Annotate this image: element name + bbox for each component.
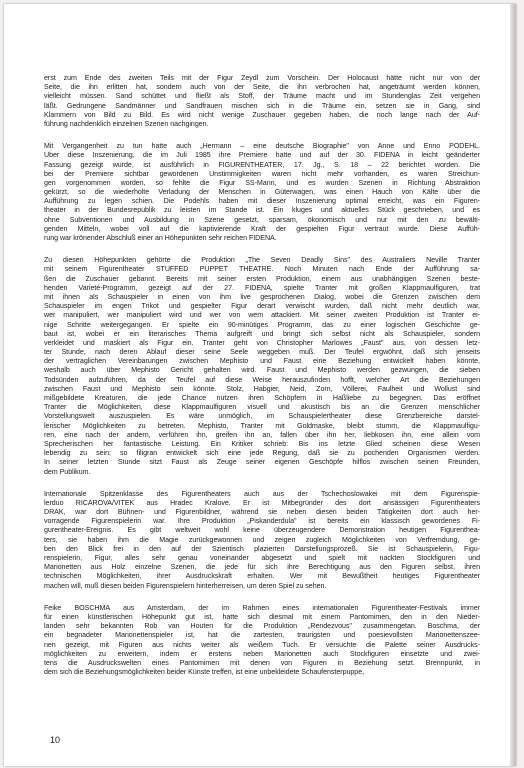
- article-body: [44, 74, 480, 690]
- text-line: läßt. Gedrungene Sandmänner und Sandfrauen mischen sich in die Träume ein, setzen sie in Gang, sind: [44, 101, 480, 110]
- page-edge-shadow: [510, 4, 516, 766]
- text-line: rung war krönender Abschluß einer an Höhepunkten sehr reichen FIDENA.: [44, 234, 277, 242]
- text-line: henden Varieté-Programm, gezeigt auf der 27. FIDENA, spielte Tranter mit großen Klappmaulfiguren, trat: [44, 283, 480, 292]
- text-line: Schauspieler im engen Trikot und gespielter Figur derart verwischt wurden, daß nicht mehr deutlich war,: [44, 302, 480, 311]
- text-line: gen vorgenommen worden, so fehlte die Figur SS-Mann, und es wurden Szenen in Richtung Abstraktion: [44, 178, 480, 187]
- text-line: tens die Ausdruckswelten eines Pantomimen mit denen von Figuren in Beziehung setzt. Brennpunkt, in: [44, 658, 480, 667]
- text-line: mit ihnen als Schauspieler in einen von ihm live gesprochenen Dialog, wobei die Grenzen zwischen dem: [44, 292, 480, 301]
- text-line: machen will, muß diesen beiden Figurenspielern hinterherreisen, um deren Spiel zu sehen.: [44, 581, 327, 590]
- text-line: dem sich die Beziehungsmöglichkeiten beider Künste treffen, ist eine unbekleidete Schaufensterpuppe,: [44, 668, 365, 677]
- text-line: ben den Blick frei in den auf der Szientisch plazierten Darstellungsprozeß. Sie ist Schauspielerin, Figu-: [44, 544, 480, 553]
- text-line: nen gezeigt, mit Figuren aus nichts weiter als weißem Tuch. Er versuchte die Palette seiner Ausdrucks-: [44, 640, 480, 649]
- text-line: vorragende Figurenspielerin war. Ihre Produktion „Piskanderdula" ist bereits ein klassisch gewordenes Fi-: [44, 517, 480, 526]
- text-line: ren, eine nach der andern, verführen ihn, greifen ihn an, fallen über ihn her, liebkosen ihn, eine allein vom: [44, 430, 480, 439]
- text-line: gekürzt, so die wiederholte Verladung der Menschen in Güterwagen, was einen Hauch von Kälte über die: [44, 188, 480, 197]
- text-line: Aufführung zu legen schien. Die Podehls haben mit dieser Inszenierung optimal erreicht, was ein Figuren-: [44, 197, 480, 206]
- text-line: DRAK, war dort Bühnen- und Figurenbildner, während sie neben diesen beiden Tätigkeiten dort auch her-: [44, 508, 480, 517]
- text-line: möglichkeiten zu erweitern, indem er erstens neben Marionetten auch Stockfiguren einsetzte und zwei-: [44, 649, 480, 658]
- text-line: Fassung gezeigt wurde, ist ausführlich in FIGURENTHEATER, 17. Jg., S. 18 – 22 berichtet worden. Die: [44, 160, 480, 169]
- text-line: für einen künstlerischen Höhepunkt gut ist, hatte sich diesmal mit einem Pantomimen, den in den Nieder-: [44, 612, 480, 621]
- paragraph: [44, 490, 480, 591]
- text-line: ein begnadeter Marionettenspieler ist, hat die zartesten, traurigsten und poesievollsten Marionettenszee-: [44, 631, 480, 640]
- book-page: [4, 4, 516, 766]
- page-number: 10: [50, 735, 61, 745]
- text-line: weshalb auch über Mephisto Gericht gehalten wird. Faust und Mephisto werden gezwungen, die sieben: [44, 366, 480, 375]
- text-line: mißgebildete Kreaturen, die jede Chance nutzen ihren Schöpfern in Haßliebe zu begegnen. Das eröffnet: [44, 394, 480, 402]
- text-line: In seiner letzten Stunde sitzt Faust als Zeuge seiner eigenen Geschöpfe hilflos zwischen seinen Freunden,: [44, 458, 480, 467]
- text-line: theater in der Bundesrepublik zu leisten im Stande ist. Ein kluges und aktuelles Stück geschrieben, und es: [44, 206, 480, 215]
- text-line: Marionetten aus Holz einzelne Szenen, die jede für sich ihre Berechtigung aus den Figuren selbst, ihren: [44, 563, 480, 572]
- paragraph: [44, 256, 480, 477]
- paragraph: [44, 142, 480, 243]
- text-line: Mit Vergangenheit zu tun hatte auch „Hermann – eine deutsche Biographie" von Anne und Enno PODEHL.: [44, 142, 480, 151]
- text-line: technischen Möglichkeiten, ihrer Ausdruckskraft erhalten. Wer mit Bewußtheit heutiges Figurentheater: [44, 572, 480, 581]
- text-line: mit seinem Figurentheater STUFFED PUPPET THEATRE. Noch Minuten nach Ende der Aufführung sa-: [44, 265, 480, 274]
- text-line: landen sehr bekannten Rob van Houten für die Produktion „Rendezvous" zusammengetan. Boschma, der: [44, 622, 480, 631]
- text-line: Feike BOSCHMA aus Amsterdam, der im Rahmen eines internationalen Figurentheater-Festivals immer: [44, 603, 480, 612]
- text-line: ters, sie haben ihm die Magie zurückgewonnen und zeigen zugleich Möglichkeiten von Verfremdung, ge-: [44, 535, 480, 544]
- text-line: lebendig zu sein; so filigran entwickelt sich eine jede Regung, daß sie zu pochenden Organismen werden.: [44, 449, 480, 458]
- text-line: führung nachdenklich einzelnen Szenen nachgingen.: [44, 119, 209, 128]
- text-line: wer manipuliert, wer manipuliert wird und wer von wem attackiert. Mit seiner zweiten Produktion ist Tranter ei-: [44, 311, 480, 320]
- text-line: Zu diesen Höhepunkten gehörte die Produktion „The Seven Deadly Sins" des Australiers Neville Tranter: [44, 256, 480, 265]
- text-line: Klammern von Bild zu Bild. Es wird nicht wenige Zuschauer gegeben haben, die noch lange nach der Auf-: [44, 110, 480, 119]
- text-line: ohne Subventionen und Ausbildung in Szene gesetzt, sparsam, ökonomisch und nur mit den zu bewälti-: [44, 215, 480, 224]
- text-line: verkleidet und maskiert als Figur ein. Tranter geht von Christopher Marlowes „Faust" aus, von dessen letz-: [44, 338, 480, 347]
- text-line: nige Schritte weitergegangen. Er spielte ein 90-minütiges Programm, das zu einer logischen Geschichte ge-: [44, 320, 480, 329]
- text-line: Sprecherischen her fantastische Leistung. Ein Kritiker schrieb: Bis ins letzte Glied scheinen diese Wesen: [44, 439, 480, 448]
- text-line: bei der Premiere sichtbar gewordenen Unstimmigkeiten waren nicht mehr vorhanden, es waren Streichun-: [44, 169, 480, 178]
- text-line: lerischer Möglichkeiten zu betreten. Mephisto, Tranter mit Goldmaske, bleibt stumm, die Klappmaulfigu-: [44, 421, 480, 430]
- paragraph: [44, 74, 480, 129]
- text-line: der vertraglichen Vereinbarungen zwischen Mephisto und Faust eine Beziehung entwickelt haben könnte,: [44, 357, 480, 366]
- text-line: Internationale Spitzenklasse des Figurentheaters auch aus der Tschechoslowakei mit dem Figurenspie-: [44, 489, 480, 498]
- text-line: lerduo RICAROVA/VITEK aus Hradec Kralove. Er ist Mitbegründer des dort ansässigen Figurentheaters: [44, 498, 480, 507]
- text-line: ter Stunde, nach deren Ablauf dieser seine Seele weggeben muß. Der Teufel ergwöhnt, daß sich jenseits: [44, 348, 480, 357]
- paragraph: [44, 604, 480, 678]
- text-line: Über diese Inszenierung, die im Juli 1985 ihre Premiere hatte und auf der 30. FIDENA in leicht geänderter: [44, 151, 480, 160]
- text-line: zwischen Faust und Mephisto sein könnte. Stolz, Habgier, Neid, Zorn, Völlerei, Faulheit und Wollust sind: [44, 384, 480, 393]
- text-line: Tranter die Möglichkeiten, diese Klappmaulfiguren visuell und akustisch bis an die Grenzen menschlicher: [44, 403, 480, 412]
- text-line: genden Mitteln, wobei voll auf die kaptivierende Kraft der gespielten Figur vertraut wurde. Diese Auffüh-: [44, 224, 480, 233]
- text-line: Vorstellungswelt auszuspielen. Es wäre unmöglich, im Schauspielertheater diese Grenzbereiche darstel-: [44, 412, 480, 421]
- text-line: Seite, die ihn erlitten hat, sondern auch von der Seite, die ihn verbrochen hat, angeträumt werden können,: [44, 83, 480, 92]
- text-line: erst zum Ende des zweiten Teils mit der Figur Zeydl zum Vorschein. Der Holocaust hätte nicht nur von der: [44, 74, 480, 82]
- text-line: Todsünden aufzuführen, da der Teufel auf diese Weise herauszufinden hofft, welcher Art die Beziehungen: [44, 375, 480, 384]
- text-line: ßen die Zuschauer gebannt. Bereits mit seiner ersten Produktion, einem aus unabhängigen Szenen beste-: [44, 274, 480, 283]
- text-line: vielleicht müssen. Sand schüttet und fließt als Stoff, der Träume macht und im Stundenglas Zeit vergehen: [44, 92, 480, 101]
- text-line: gurentheater-Ereignis. Es gibt weltweit wohl keine überzeugendere Demonstration heutigen Figurenthea-: [44, 526, 480, 535]
- text-line: renspielerin, Figur, alles sehr genau voneinander abgesetzt und spielt mit nackten Stockfiguren und: [44, 554, 480, 562]
- text-line: dem Publikum.: [44, 467, 91, 476]
- text-line: baut ist, wobei er ein literarisches Thema aufgreift und bringt sich selbst nicht als Schauspieler, sondern: [44, 329, 480, 338]
